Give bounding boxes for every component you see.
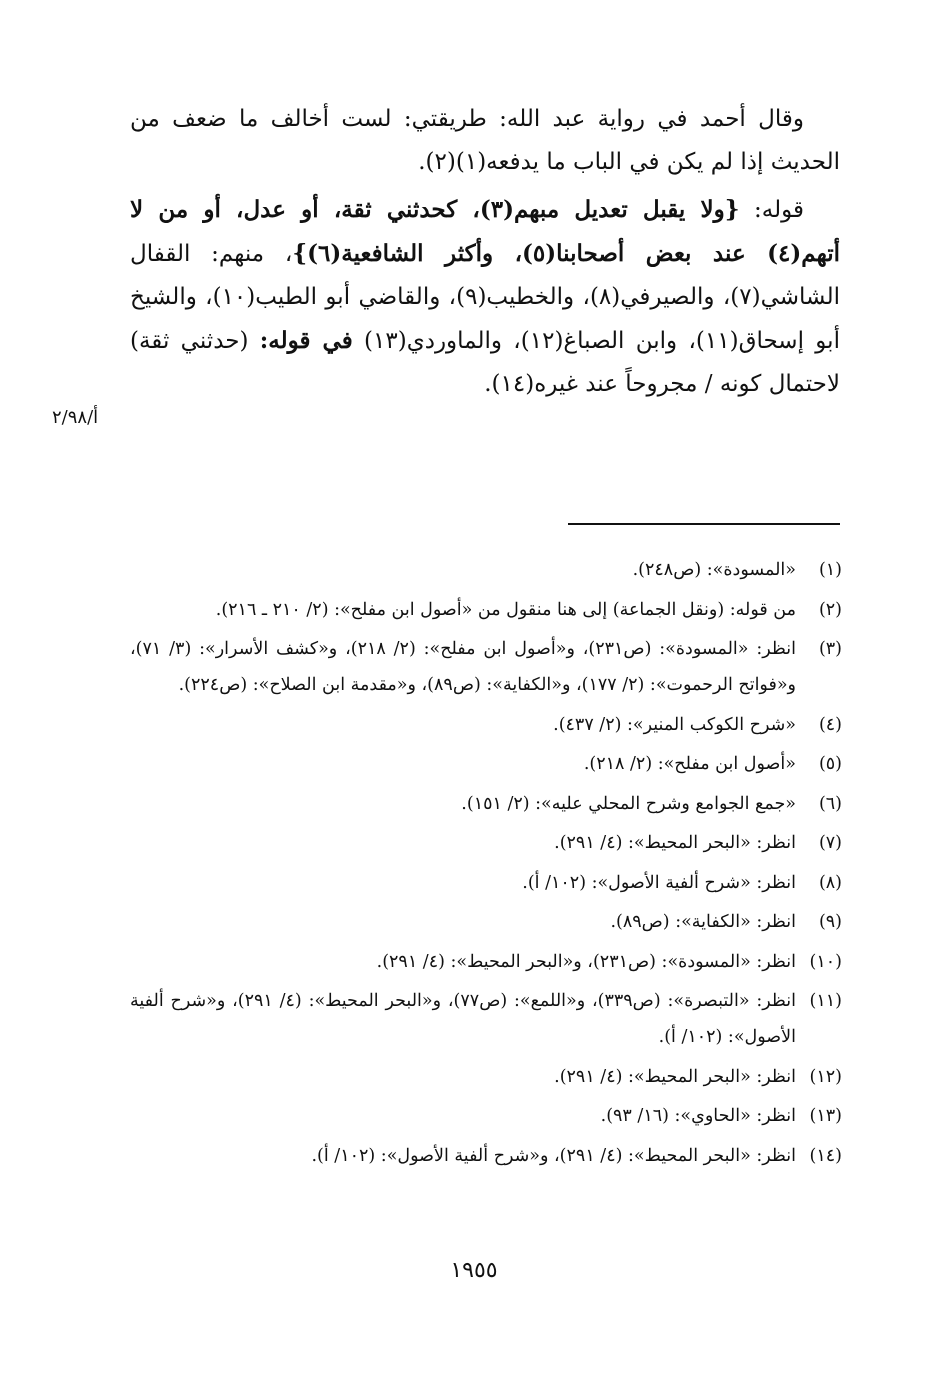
footnote bbox=[130, 865, 842, 901]
paragraph-1: وقال أحمد في رواية عبد الله: طريقتي: لست أخالف ما ضعف من الحديث إذا لم يكن في الباب ما يدفعه(١)(٢). bbox=[130, 106, 840, 175]
footnote-number: (١٠) bbox=[809, 951, 842, 972]
footnote-number: (١) bbox=[818, 560, 842, 580]
manuscript-folio-note: أ/٢/٩٨ bbox=[52, 407, 99, 428]
footnote-text: انظر: «المسودة»: (ص٢٣١)، و«البحر المحيط»: (٤/ ٢٩١). bbox=[376, 951, 796, 972]
footnote-text: «أصول ابن مفلح»: (٢/ ٢١٨). bbox=[583, 754, 796, 774]
footnote bbox=[130, 904, 842, 940]
paragraph-2-tail: (حدثني ثقة) لاحتمال كونه / مجروحاً عند غيره(١٤). bbox=[130, 328, 840, 397]
footnote-separator bbox=[568, 523, 840, 525]
footnote bbox=[130, 1059, 842, 1095]
footnote-number: (٣) bbox=[818, 639, 842, 659]
footnote bbox=[130, 592, 842, 628]
footnote-text: «جمع الجوامع وشرح المحلي عليه»: (٢/ ١٥١). bbox=[461, 793, 796, 814]
footnote bbox=[130, 1098, 842, 1134]
footnote bbox=[130, 707, 842, 743]
footnote bbox=[130, 631, 842, 703]
footnote-text: «المسودة»: (ص٢٤٨). bbox=[632, 560, 796, 580]
footnote-text: انظر: «البحر المحيط»: (٤/ ٢٩١)، و«شرح ألفية الأصول»: (١٠٢/ أ). bbox=[311, 1145, 796, 1166]
footnotes bbox=[130, 552, 842, 1177]
footnote bbox=[130, 786, 842, 822]
footnote-number: (١٤) bbox=[809, 1145, 842, 1166]
footnote-number: (٥) bbox=[818, 754, 842, 774]
footnote-text: انظر: «المسودة»: (ص٢٣١)، و«أصول ابن مفلح»: (٢/ ٢١٨)، و«كشف الأسرار»: (٣/ ٧١)، و«فواتح الرحموت»: (٢/ ١٧٧)، و«الكفاية»: (ص٨٩)، و«مقدمة ابن الصلاح»: (ص٢٢٤). bbox=[130, 639, 796, 695]
paragraph-2-quoted-text: {ولا يقبل تعديل مبهم(٣)، كحدثني ثقة، أو عدل، أو من لا أتهم(٤) عند بعض أصحابنا(٥)، وأكثر الشافعية(٦)} bbox=[130, 196, 840, 267]
main-text bbox=[130, 98, 840, 410]
footnote-text: انظر: «التبصرة»: (ص٣٣٩)، و«اللمع»: (ص٧٧)، و«البحر المحيط»: (٤/ ٢٩١)، و«شرح ألفية الأصول»: (١٠٢/ أ). bbox=[130, 991, 796, 1047]
footnote bbox=[130, 552, 842, 588]
footnote-number: (٤) bbox=[818, 714, 842, 735]
footnote bbox=[130, 944, 842, 980]
paragraph-2 bbox=[130, 188, 840, 406]
footnote-number: (١٣) bbox=[809, 1106, 842, 1126]
footnote-number: (٧) bbox=[818, 833, 842, 853]
footnote-number: (١١) bbox=[809, 991, 842, 1011]
footnote-text: انظر: «شرح ألفية الأصول»: (١٠٢/ أ). bbox=[522, 872, 796, 893]
footnote bbox=[130, 746, 842, 782]
paragraph-2-emphasis: في قوله: bbox=[259, 327, 353, 354]
footnote-number: (١٢) bbox=[809, 1066, 842, 1087]
footnote-text: من قوله: (ونقل الجماعة) إلى هنا منقول من «أصول ابن مفلح»: (٢/ ٢١٠ ـ ٢١٦). bbox=[215, 599, 796, 620]
footnote-number: (٨) bbox=[818, 872, 842, 893]
footnote-text: «شرح الكوكب المنير»: (٢/ ٤٣٧). bbox=[553, 714, 796, 735]
footnote bbox=[130, 1138, 842, 1174]
footnote bbox=[130, 825, 842, 861]
footnote-number: (٦) bbox=[818, 793, 842, 814]
footnote-text: انظر: «الكفاية»: (ص٨٩). bbox=[610, 912, 796, 932]
footnote-text: انظر: «الحاوي»: (١٦/ ٩٣). bbox=[600, 1106, 796, 1126]
paragraph-2-lead: قوله: bbox=[739, 197, 805, 223]
footnote-text: انظر: «البحر المحيط»: (٤/ ٢٩١). bbox=[554, 833, 796, 853]
paragraph-2-body: ، منهم: القفال الشاشي(٧)، والصيرفي(٨)، والخطيب(٩)، والقاضي أبو الطيب(١٠)، والشيخ أبو إسحاق(١١)، وابن الصباغ(١٢)، والماوردي(١٣) bbox=[130, 241, 840, 354]
footnote-text: انظر: «البحر المحيط»: (٤/ ٢٩١). bbox=[554, 1066, 796, 1087]
footnote-number: (٩) bbox=[818, 912, 842, 932]
page-number: ١٩٥٥ bbox=[450, 1258, 498, 1283]
footnote bbox=[130, 983, 842, 1055]
footnote-number: (٢) bbox=[818, 599, 842, 620]
